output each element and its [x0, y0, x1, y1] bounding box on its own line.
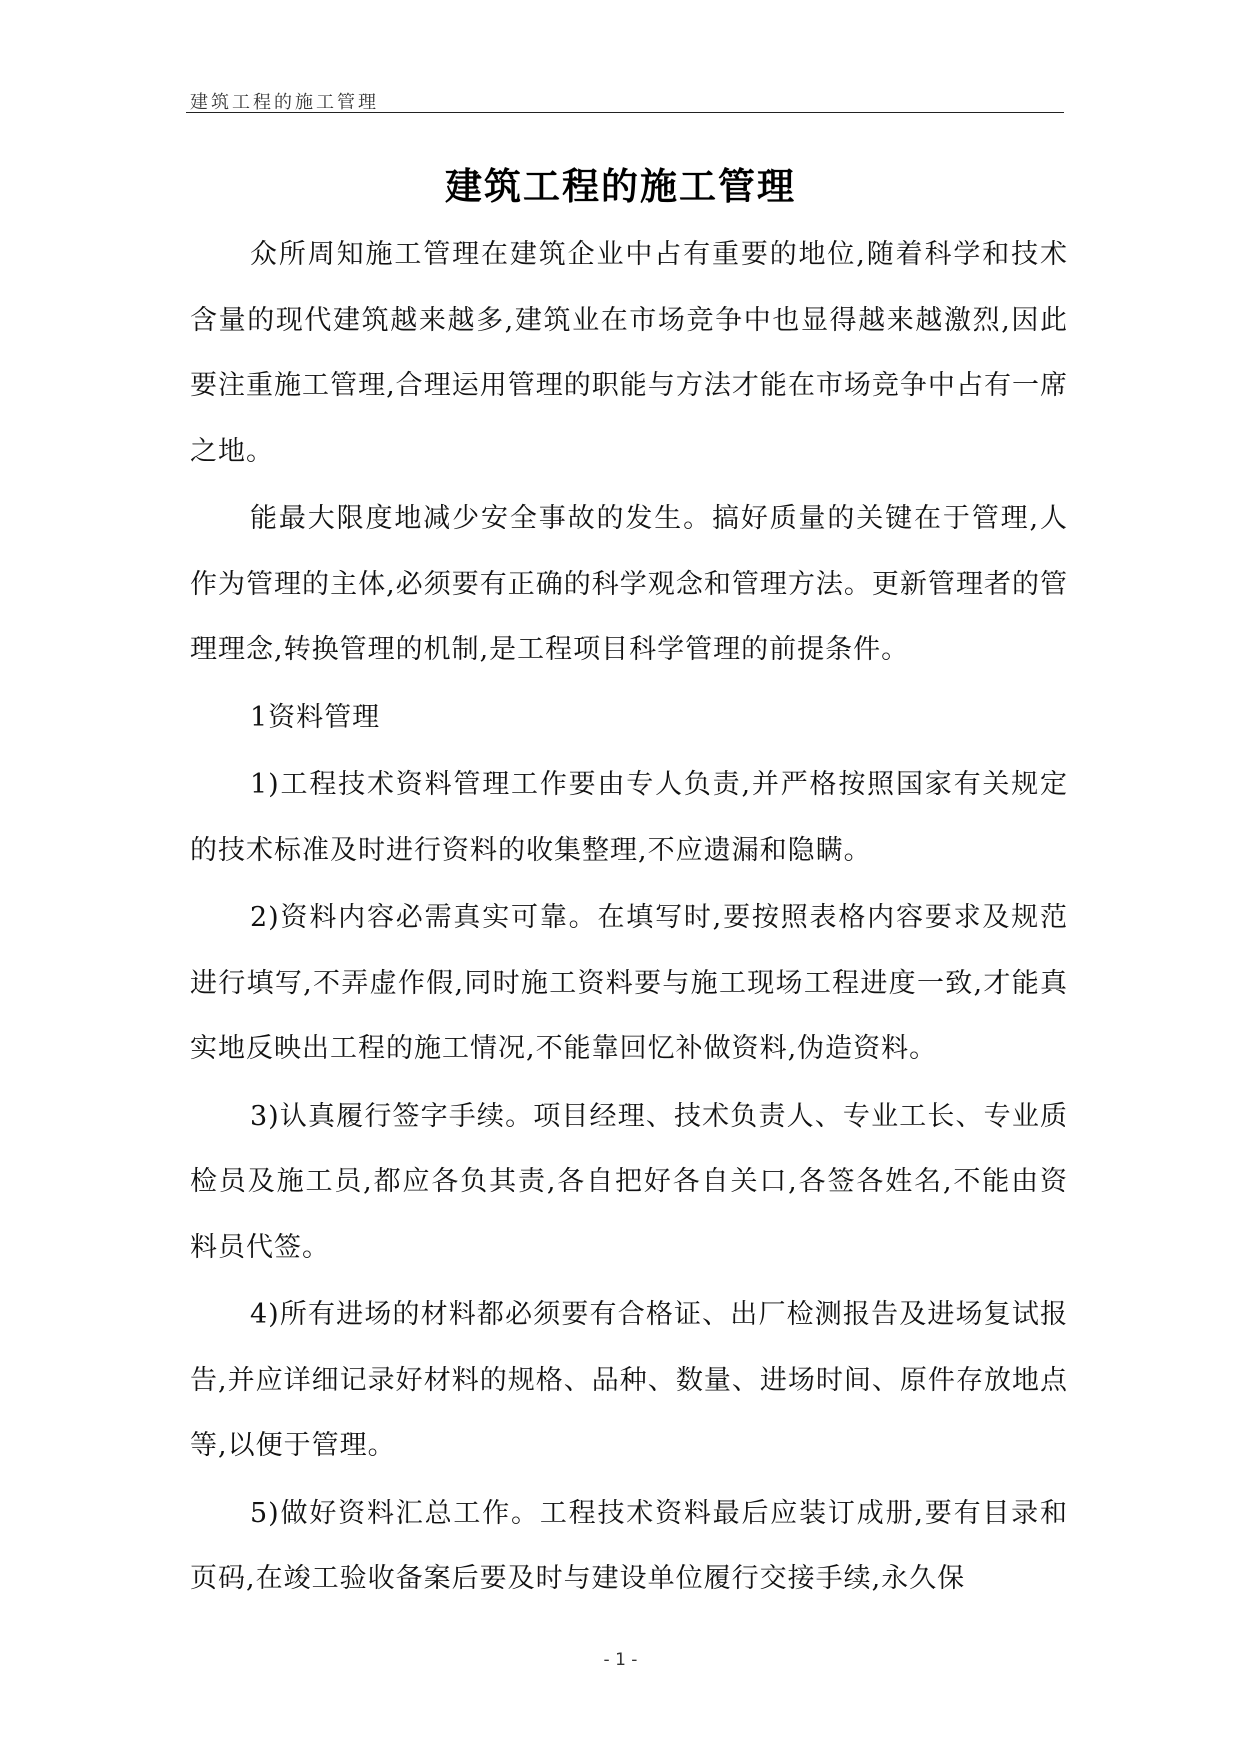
paragraph-safety: 能最大限度地减少安全事故的发生。搞好质量的关键在于管理,人作为管理的主体,必须要有正确的科学观念和管理方法。更新管理者的管理理念,转换管理的机制,是工程项目科学管理的前提条件。: [190, 503, 1068, 665]
list-item-4: 4)所有进场的材料都必须要有合格证、出厂检测报告及进场复试报告,并应详细记录好材料的规格、品种、数量、进场时间、原件存放地点等,以便于管理。: [190, 1299, 1068, 1461]
running-header: 建筑工程的施工管理: [190, 92, 379, 113]
document-title: 建筑工程的施工管理: [445, 164, 796, 208]
section-heading-data-management: 1资料管理: [250, 701, 381, 733]
list-item-5: 5)做好资料汇总工作。工程技术资料最后应装订成册,要有目录和页码,在竣工验收备案后要及时与建设单位履行交接手续,永久保: [190, 1497, 1068, 1594]
header-divider: [186, 112, 1064, 113]
list-item-2: 2)资料内容必需真实可靠。在填写时,要按照表格内容要求及规范进行填写,不弄虚作假,同时施工资料要与施工现场工程进度一致,才能真实地反映出工程的施工情况,不能靠回忆补做资料,伪造资料。: [190, 902, 1068, 1064]
page-number: - 1 -: [603, 1650, 638, 1670]
list-item-3: 3)认真履行签字手续。项目经理、技术负责人、专业工长、专业质检员及施工员,都应各负其责,各自把好各自关口,各签各姓名,不能由资料员代签。: [190, 1100, 1068, 1263]
paragraph-intro: 众所周知施工管理在建筑企业中占有重要的地位,随着科学和技术含量的现代建筑越来越多,建筑业在市场竞争中也显得越来越激烈,因此要注重施工管理,合理运用管理的职能与方法才能在市场竞争中占有一席之地。: [190, 239, 1068, 467]
document-body: [190, 222, 1068, 1614]
list-item-1: 1)工程技术资料管理工作要由专人负责,并严格按照国家有关规定的技术标准及时进行资料的收集整理,不应遗漏和隐瞒。: [190, 769, 1068, 866]
